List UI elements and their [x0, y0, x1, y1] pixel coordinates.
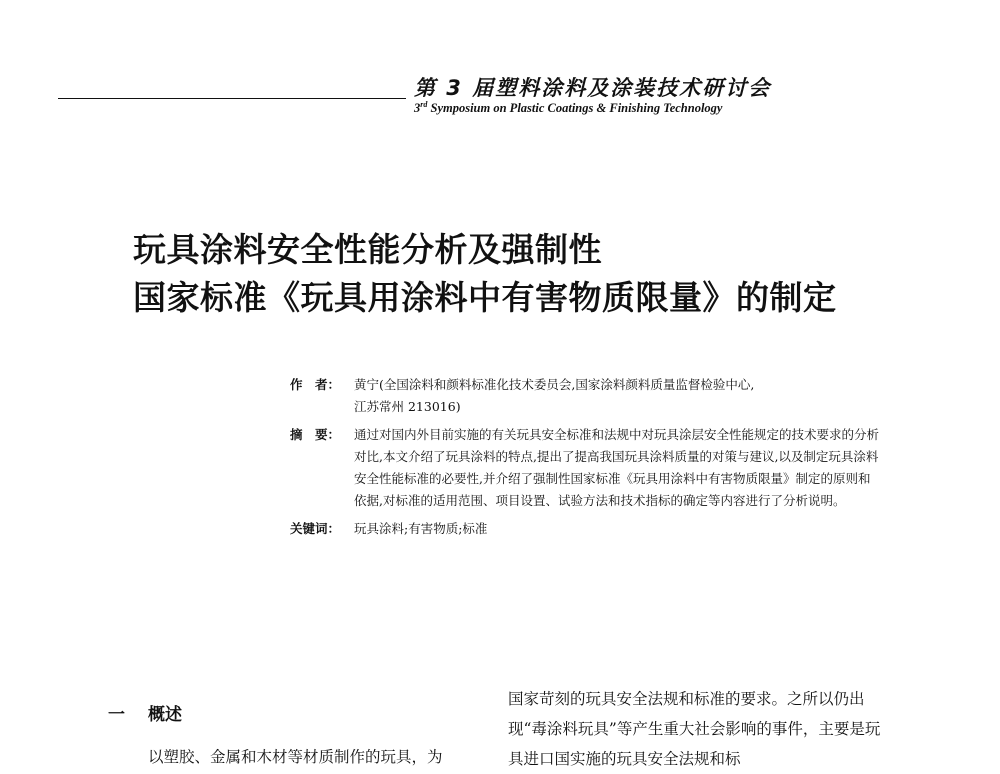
author-value — [354, 374, 880, 418]
abstract-label: 摘 要： — [290, 427, 341, 442]
abstract-row — [290, 424, 880, 512]
conference-name-en: Symposium on Plastic Coatings & Finishing Technology — [427, 101, 723, 116]
author-line2: 江苏常州 213016) — [354, 399, 461, 414]
section-title: 概述 — [148, 705, 182, 725]
conference-title-en — [414, 100, 722, 116]
conference-ordinal: rd — [420, 100, 428, 109]
section-heading — [108, 700, 182, 725]
keywords-text: 玩具涂料;有害物质;标准 — [354, 521, 488, 536]
keywords-label: 关键词： — [290, 521, 341, 536]
right-column-paragraph: 国家苛刻的玩具安全法规和标准的要求。之所以仍出现“毒涂料玩具”等产生重大社会影响的事件，主要是玩具进口国实施的玩具安全法规和标 — [508, 690, 881, 768]
keywords-row — [290, 518, 880, 540]
conference-number: 3 — [414, 101, 421, 116]
conference-title-cn: 第 3 届塑料涂料及涂装技术研讨会 — [414, 76, 772, 100]
paper-title — [133, 226, 837, 322]
paper-meta — [290, 374, 880, 540]
paper-title-line1: 玩具涂料安全性能分析及强制性 — [133, 230, 602, 269]
author-line1: 黄宁(全国涂料和颜料标准化技术委员会,国家涂料颜料质量监督检验中心, — [354, 377, 755, 392]
author-row — [290, 374, 880, 418]
abstract-text: 通过对国内外目前实施的有关玩具安全标准和法规中对玩具涂层安全性能规定的技术要求的分析对比,本文介绍了玩具涂料的特点,提出了提高我国玩具涂料质量的对策与建议,以及制定玩具涂料安全性能标准的必要性,并介绍了强制性国家标准《玩具用涂料中有害物质限量》制定的原则和依据,对标准的适用范围、项目设置、试验方法和技术指标的确定等内容进行了分析说明。 — [354, 427, 880, 508]
header-rule — [58, 98, 406, 99]
paper-title-line2: 国家标准《玩具用涂料中有害物质限量》的制定 — [133, 278, 837, 317]
section-number: 一 — [108, 705, 125, 725]
author-label: 作 者： — [290, 377, 341, 392]
left-column-paragraph: 以塑胶、金属和木材等材质制作的玩具，为 — [148, 748, 443, 766]
